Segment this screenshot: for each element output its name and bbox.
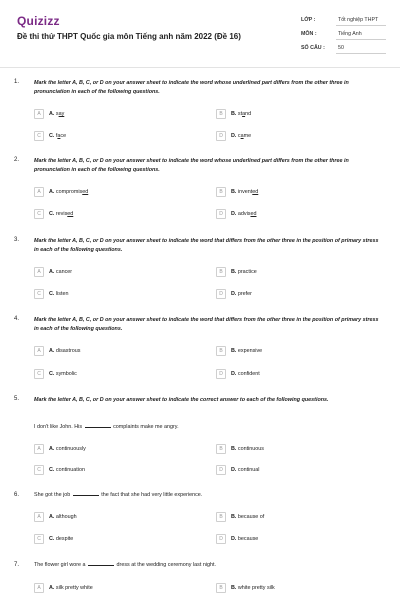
question-number: 7. <box>14 562 20 568</box>
subject-underline <box>336 39 386 40</box>
question-number: 5. <box>14 396 20 402</box>
option-letter-box: D <box>216 131 226 141</box>
option-label: D. advised <box>231 211 257 217</box>
option-label: A. continuously <box>49 446 86 452</box>
option-letter-box: A <box>34 512 44 522</box>
option-label: C. continuation <box>49 467 85 473</box>
option-letter-box: A <box>34 583 44 593</box>
option-letter-box: B <box>216 187 226 197</box>
question-number: 4. <box>14 316 20 322</box>
option-letter-box: D <box>216 465 226 475</box>
count-underline <box>336 53 386 54</box>
option-letter-box: C <box>34 209 44 219</box>
document-title: Đề thi thử THPT Quốc gia môn Tiếng anh năm 2022 (Đề 16) <box>17 32 241 41</box>
option-letter-box: C <box>34 465 44 475</box>
option-label: A. compromised <box>49 189 89 195</box>
option-letter-box: C <box>34 534 44 544</box>
option-label: B. white pretty silk <box>231 585 275 591</box>
option-letter-box: D <box>216 209 226 219</box>
question-number: 6. <box>14 492 20 498</box>
option-label: D. confident <box>231 371 260 377</box>
option-label: C. face <box>49 133 67 139</box>
option-label: D. continual <box>231 467 260 473</box>
option-letter-box: B <box>216 444 226 454</box>
option-letter-box: B <box>216 346 226 356</box>
option-label: B. because of <box>231 514 265 520</box>
option-label: A. say <box>49 111 65 117</box>
question-stem: I don't like John. His complaints make me angry. <box>34 424 179 430</box>
question-stem: The flower girl wore a dress at the wedding ceremony last night. <box>34 562 217 568</box>
option-label: C. revised <box>49 211 74 217</box>
count-value: 50 <box>338 45 344 51</box>
option-letter-box: A <box>34 187 44 197</box>
option-label: B. practice <box>231 269 257 275</box>
question-number: 3. <box>14 237 20 243</box>
option-letter-box: A <box>34 267 44 277</box>
class-underline <box>336 25 386 26</box>
option-label: D. came <box>231 133 252 139</box>
option-letter-box: D <box>216 534 226 544</box>
option-label: A. silk pretty white <box>49 585 93 591</box>
option-label: B. continuous <box>231 446 264 452</box>
answer-blank <box>88 565 114 566</box>
option-letter-box: A <box>34 444 44 454</box>
option-label: B. stand <box>231 111 252 117</box>
option-label: D. prefer <box>231 291 252 297</box>
option-label: C. symbolic <box>49 371 77 377</box>
option-label: A. cancer <box>49 269 73 275</box>
subject-value: Tiếng Anh <box>338 31 362 37</box>
option-label: A. although <box>49 514 77 520</box>
option-label: A. disastrous <box>49 348 81 354</box>
quizizz-logo: Quizizz <box>17 14 60 28</box>
question-number: 1. <box>14 79 20 85</box>
option-letter-box: A <box>34 109 44 119</box>
option-label: C. listen <box>49 291 69 297</box>
question-number: 2. <box>14 157 20 163</box>
subject-label: MÔN : <box>301 31 317 37</box>
question-instruction: Mark the letter A, B, C, or D on your answer sheet to indicate the correct answer to each of the following questions. <box>34 397 329 403</box>
option-letter-box: A <box>34 346 44 356</box>
option-letter-box: C <box>34 131 44 141</box>
option-label: B. expensive <box>231 348 263 354</box>
option-letter-box: B <box>216 267 226 277</box>
option-letter-box: B <box>216 109 226 119</box>
answer-blank <box>73 495 99 496</box>
option-letter-box: C <box>34 289 44 299</box>
count-label: SỐ CÂU : <box>301 45 325 51</box>
question-instruction: Mark the letter A, B, C, or D on your answer sheet to indicate the word whose underlined part differs from the other three in pronunciation in each of the following questions. <box>34 158 349 173</box>
option-label: B. invented <box>231 189 259 195</box>
option-letter-box: B <box>216 512 226 522</box>
question-stem: She got the job the fact that she had very little experience. <box>34 492 203 498</box>
answer-blank <box>85 427 111 428</box>
option-letter-box: C <box>34 369 44 379</box>
question-instruction: Mark the letter A, B, C, or D on your answer sheet to indicate the word that differs from the other three in the position of primary stress in each of the following questions. <box>34 238 379 253</box>
class-label: LỚP : <box>301 17 316 23</box>
class-value: Tốt nghiệp THPT <box>338 17 379 23</box>
option-letter-box: B <box>216 583 226 593</box>
question-instruction: Mark the letter A, B, C, or D on your answer sheet to indicate the word that differs from the other three in the position of primary stress in each of the following questions. <box>34 317 379 332</box>
option-label: D. because <box>231 536 259 542</box>
option-letter-box: D <box>216 289 226 299</box>
option-label: C. despite <box>49 536 74 542</box>
option-letter-box: D <box>216 369 226 379</box>
question-instruction: Mark the letter A, B, C, or D on your answer sheet to indicate the word whose underlined part differs from the other three in pronunciation in each of the following questions. <box>34 80 349 95</box>
worksheet-header <box>0 0 400 68</box>
